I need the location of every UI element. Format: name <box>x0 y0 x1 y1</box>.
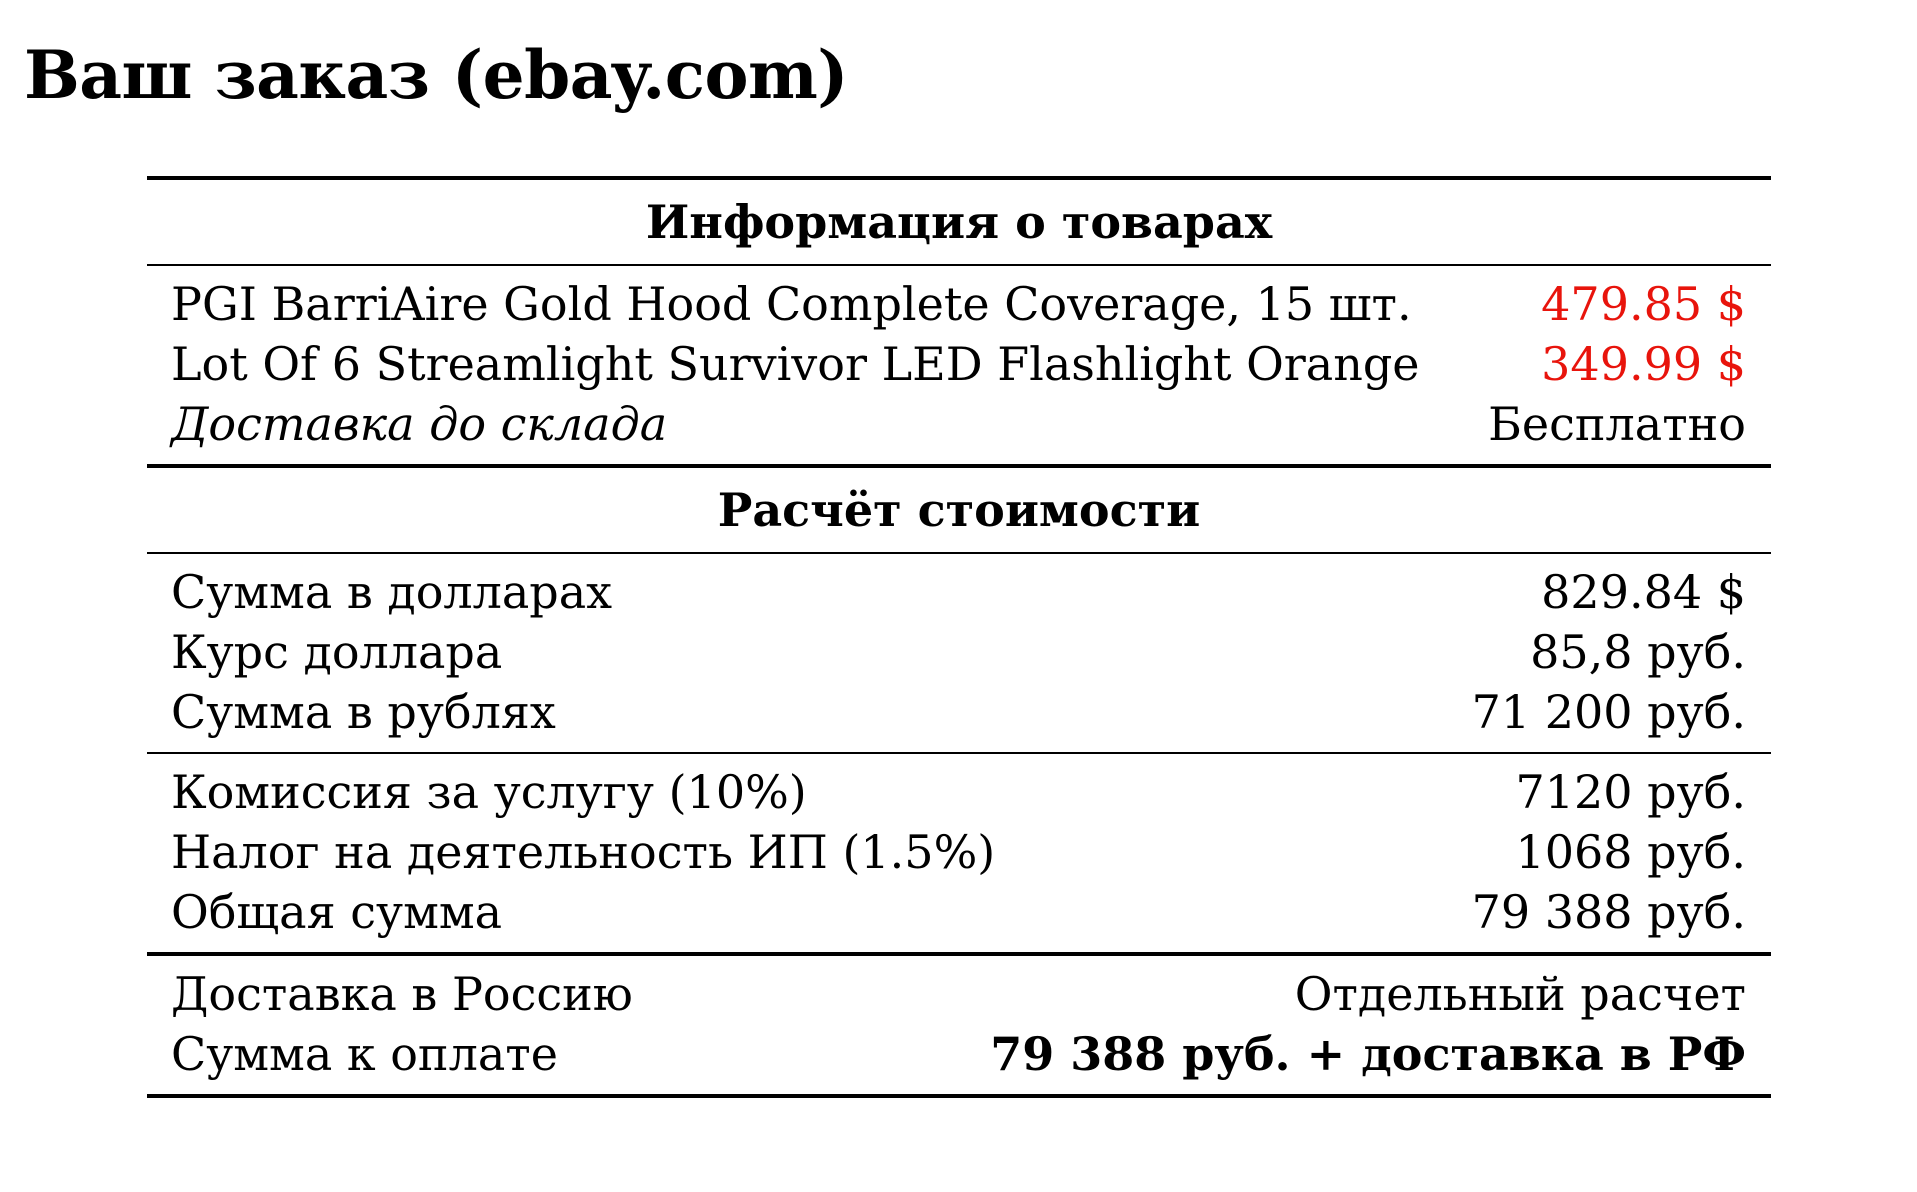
usd-total-value: 829.84 $ <box>1541 565 1746 619</box>
fees-group <box>147 754 1771 952</box>
usd-total-label: Сумма в долларах <box>171 565 613 619</box>
exchange-rate-row <box>171 622 1746 682</box>
exchange-rate-value: 85,8 руб. <box>1530 625 1746 679</box>
exchange-rate-label: Курс доллара <box>171 625 503 679</box>
grand-total-value: 79 388 руб. <box>1471 885 1746 939</box>
page-title: Ваш заказ (ebay.com) <box>24 36 849 114</box>
grand-total-row <box>171 882 1746 942</box>
table-bottom-rule <box>147 1094 1771 1098</box>
grand-total-label: Общая сумма <box>171 885 503 939</box>
warehouse-delivery-label: Доставка до склада <box>171 397 668 451</box>
product-row <box>171 274 1746 334</box>
conversion-group <box>147 554 1771 752</box>
product-price: 479.85 $ <box>1541 277 1746 331</box>
russia-delivery-value: Отдельный расчет <box>1294 967 1746 1021</box>
amount-due-row <box>171 1024 1746 1084</box>
tax-value: 1068 руб. <box>1515 825 1746 879</box>
tax-label: Налог на деятельность ИП (1.5%) <box>171 825 996 879</box>
service-fee-value: 7120 руб. <box>1515 765 1746 819</box>
product-name: Lot Of 6 Streamlight Survivor LED Flashlight Orange <box>171 337 1420 391</box>
rub-total-row <box>171 682 1746 742</box>
rub-total-value: 71 200 руб. <box>1471 685 1746 739</box>
amount-due-value: 79 388 руб. + доставка в РФ <box>990 1027 1746 1081</box>
products-list <box>147 266 1771 464</box>
service-fee-row <box>171 762 1746 822</box>
product-price: 349.99 $ <box>1541 337 1746 391</box>
warehouse-delivery-value: Бесплатно <box>1488 397 1746 451</box>
products-section-heading: Информация о товарах <box>645 195 1273 249</box>
final-group <box>147 956 1771 1094</box>
russia-delivery-row <box>171 964 1746 1024</box>
service-fee-label: Комиссия за услугу (10%) <box>171 765 807 819</box>
product-name: PGI BarriAire Gold Hood Complete Coverage, 15 шт. <box>171 277 1412 331</box>
product-row <box>171 334 1746 394</box>
rub-total-label: Сумма в рублях <box>171 685 556 739</box>
cost-section-heading: Расчёт стоимости <box>717 483 1201 537</box>
russia-delivery-label: Доставка в Россию <box>171 967 633 1021</box>
amount-due-label: Сумма к оплате <box>171 1027 558 1081</box>
warehouse-delivery-row <box>171 394 1746 454</box>
order-table <box>147 176 1771 1098</box>
usd-total-row <box>171 562 1746 622</box>
tax-row <box>171 822 1746 882</box>
